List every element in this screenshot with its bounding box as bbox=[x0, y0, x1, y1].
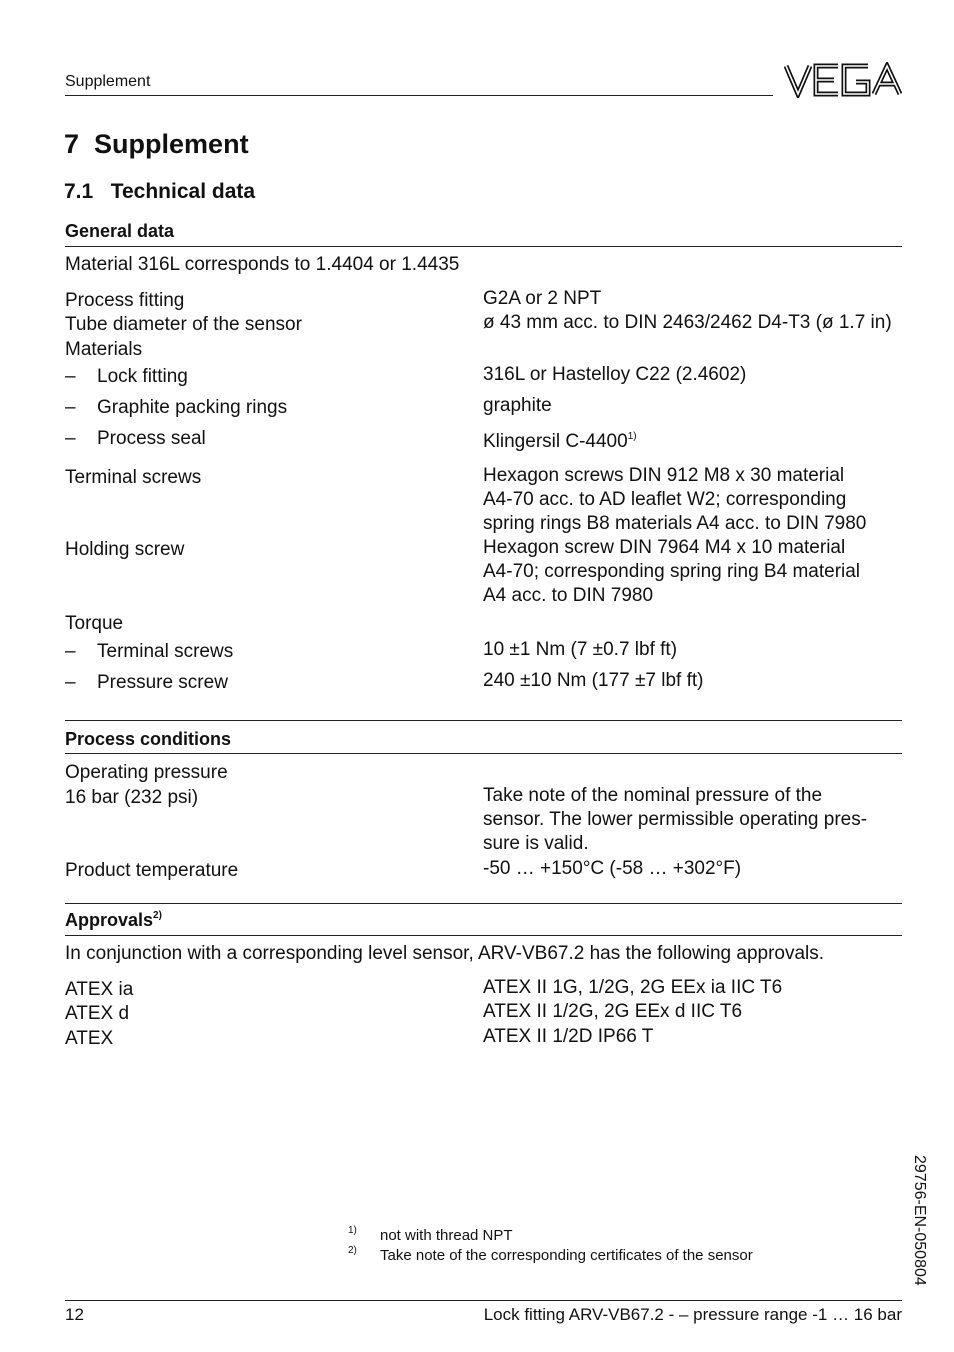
value-line: A4-70 acc. to AD leaflet W2; corresponding bbox=[483, 489, 847, 510]
value-line: Take note of the nominal pressure of the bbox=[483, 785, 823, 806]
list-dash: – bbox=[65, 397, 76, 418]
section-heading bbox=[64, 180, 255, 204]
process-conditions-title: Process conditions bbox=[65, 729, 232, 749]
value-line: A4-70; corresponding spring ring B4 material bbox=[483, 561, 861, 582]
torque-terminal-value: 10 ±1 Nm (7 ±0.7 lbf ft) bbox=[483, 639, 678, 660]
section-rule bbox=[65, 720, 902, 721]
section-number: 7.1 bbox=[64, 180, 94, 203]
vega-logo bbox=[784, 62, 902, 98]
torque-terminal-label: Terminal screws bbox=[97, 641, 234, 662]
approval-value: ATEX II 1G, 1/2G, 2G EEx ia IIC T6 bbox=[483, 977, 783, 998]
document-id: 29756-EN-050804 bbox=[911, 1155, 928, 1286]
approval-value: ATEX II 1/2D IP66 T bbox=[483, 1026, 654, 1047]
value-line: sure is valid. bbox=[483, 833, 589, 854]
value-line: sensor. The lower permissible operating pres- bbox=[483, 809, 868, 830]
pressure-note bbox=[483, 784, 867, 856]
process-seal-value bbox=[483, 425, 637, 454]
section-title: Technical data bbox=[110, 180, 256, 203]
process-seal-text: Klingersil C-4400 bbox=[483, 431, 628, 452]
graphite-rings-value: graphite bbox=[483, 395, 552, 416]
torque-pressure-label: Pressure screw bbox=[97, 672, 228, 693]
footnote-text: not with thread NPT bbox=[380, 1227, 513, 1244]
footnote-ref: 2) bbox=[153, 910, 162, 921]
tube-diameter-value: ø 43 mm acc. to DIN 2463/2462 D4-T3 (ø 1.7 in) bbox=[483, 312, 892, 333]
value-line: spring rings B8 materials A4 acc. to DIN 7980 bbox=[483, 513, 867, 534]
lock-fitting-label: Lock fitting bbox=[97, 366, 188, 387]
value-line: Hexagon screws DIN 912 M8 x 30 material bbox=[483, 465, 845, 486]
torque-label: Torque bbox=[65, 613, 124, 634]
section-rule bbox=[65, 903, 902, 904]
terminal-screws-value bbox=[483, 464, 866, 536]
running-header: Supplement bbox=[65, 73, 151, 90]
process-fitting-label: Process fitting bbox=[65, 290, 185, 311]
approvals-title-text: Approvals bbox=[65, 910, 154, 930]
chapter-number: 7 bbox=[64, 129, 80, 159]
material-intro: Material 316L corresponds to 1.4404 or 1.4435 bbox=[65, 254, 460, 275]
list-dash: – bbox=[65, 428, 76, 449]
value-line: Hexagon screw DIN 7964 M4 x 10 material bbox=[483, 537, 846, 558]
approval-label: ATEX d bbox=[65, 1003, 130, 1024]
product-temperature-label: Product temperature bbox=[65, 860, 239, 881]
approval-label: ATEX bbox=[65, 1028, 114, 1049]
footnote-number: 2) bbox=[348, 1245, 357, 1256]
approvals-intro: In conjunction with a corresponding level sensor, ARV-VB67.2 has the following approvals. bbox=[65, 943, 825, 964]
section-rule bbox=[65, 935, 902, 936]
process-seal-label: Process seal bbox=[97, 428, 206, 449]
product-temperature-value: -50 … +150°C (-58 … +302°F) bbox=[483, 858, 742, 879]
footnote-number: 1) bbox=[348, 1225, 357, 1236]
approval-value: ATEX II 1/2G, 2G EEx d IIC T6 bbox=[483, 1001, 743, 1022]
footer-rule bbox=[65, 1300, 902, 1301]
materials-label: Materials bbox=[65, 339, 143, 360]
pressure-value: 16 bar (232 psi) bbox=[65, 787, 199, 808]
holding-screw-label: Holding screw bbox=[65, 539, 185, 560]
torque-pressure-value: 240 ±10 Nm (177 ±7 lbf ft) bbox=[483, 670, 704, 691]
section-rule bbox=[65, 753, 902, 754]
process-fitting-value: G2A or 2 NPT bbox=[483, 288, 602, 309]
approval-label: ATEX ia bbox=[65, 979, 134, 1000]
operating-pressure-label: Operating pressure bbox=[65, 762, 228, 783]
tube-diameter-label: Tube diameter of the sensor bbox=[65, 314, 302, 335]
approvals-title bbox=[65, 910, 162, 931]
lock-fitting-value: 316L or Hastelloy C22 (2.4602) bbox=[483, 364, 747, 385]
holding-screw-value bbox=[483, 536, 860, 608]
page-number: 12 bbox=[65, 1305, 84, 1324]
value-line: A4 acc. to DIN 7980 bbox=[483, 585, 654, 606]
footnote-ref: 1) bbox=[627, 431, 637, 442]
list-dash: – bbox=[65, 641, 76, 662]
general-data-title: General data bbox=[65, 221, 175, 241]
section-rule bbox=[65, 246, 902, 247]
list-dash: – bbox=[65, 366, 76, 387]
chapter-heading bbox=[64, 129, 249, 160]
list-dash: – bbox=[65, 672, 76, 693]
graphite-rings-label: Graphite packing rings bbox=[97, 397, 288, 418]
footnote-text: Take note of the corresponding certificates of the sensor bbox=[380, 1247, 753, 1264]
header-rule bbox=[65, 95, 773, 96]
terminal-screws-label: Terminal screws bbox=[65, 467, 202, 488]
chapter-title: Supplement bbox=[94, 129, 249, 159]
footer-title: Lock fitting ARV-VB67.2 - – pressure range -1 … 16 bar bbox=[483, 1305, 902, 1324]
